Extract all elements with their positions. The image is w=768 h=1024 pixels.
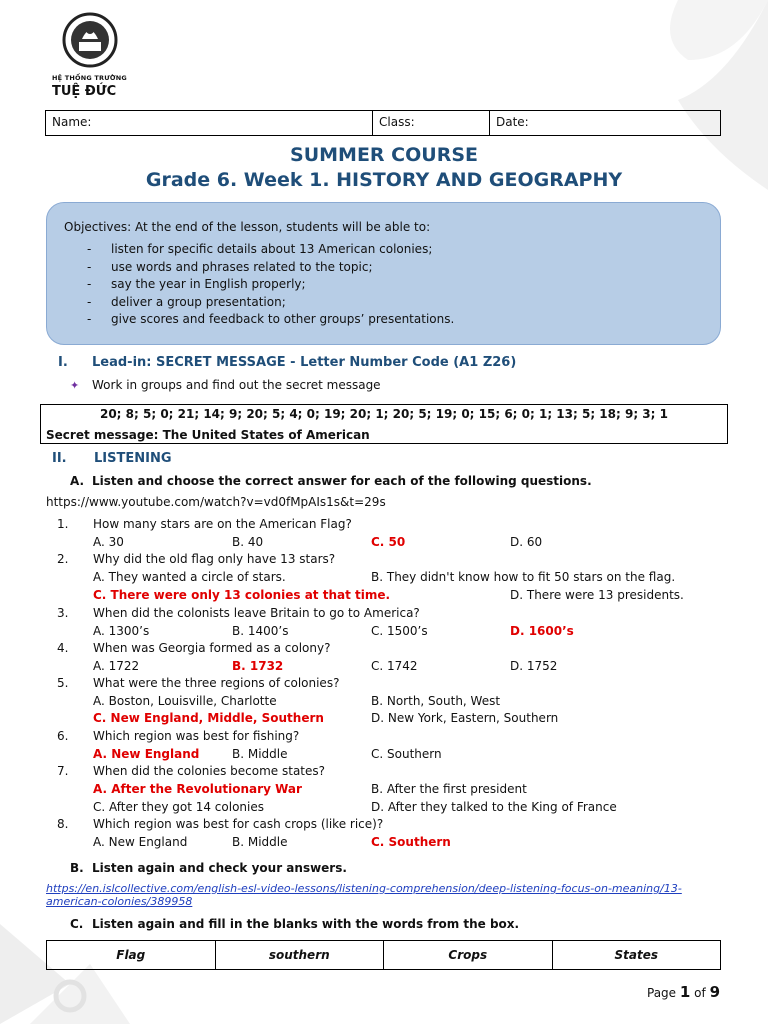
question-8: 8. Which region was best for cash crops (like rice)? bbox=[57, 817, 384, 831]
objectives-intro: Objectives: At the end of the lesson, students will be able to: bbox=[64, 220, 431, 234]
page-number: Page 1 of 9 bbox=[647, 983, 720, 1001]
q1-option-a[interactable]: A. 30 bbox=[93, 535, 124, 549]
objectives-box bbox=[46, 202, 721, 345]
q5-option-d[interactable]: D. New York, Eastern, Southern bbox=[371, 711, 559, 725]
objective-item: - say the year in English properly; bbox=[87, 277, 306, 291]
q2-option-a[interactable]: A. They wanted a circle of stars. bbox=[93, 570, 286, 584]
objective-item: - give scores and feedback to other groups’ presentations. bbox=[87, 312, 455, 326]
date-label: Date: bbox=[496, 115, 529, 129]
q4-option-d[interactable]: D. 1752 bbox=[510, 659, 558, 673]
question-3: 3. When did the colonists leave Britain to go to America? bbox=[57, 606, 420, 620]
q4-option-a[interactable]: A. 1722 bbox=[93, 659, 140, 673]
school-logo bbox=[52, 12, 152, 107]
lesson-title: Grade 6. Week 1. HISTORY AND GEOGRAPHY bbox=[145, 169, 623, 191]
question-5: 5. What were the three regions of colonies? bbox=[57, 676, 340, 690]
objective-item: - deliver a group presentation; bbox=[87, 294, 286, 309]
q2-option-d[interactable]: D. There were 13 presidents. bbox=[510, 588, 684, 602]
name-field[interactable] bbox=[46, 111, 373, 135]
secret-message: Secret message: The United States of American bbox=[46, 428, 370, 442]
word-box-item: States bbox=[614, 948, 658, 962]
word-box bbox=[46, 940, 721, 970]
number-code: 20; 8; 5; 0; 21; 14; 9; 20; 5; 4; 0; 19; 20; 1; 20; 5; 19; 0; 15; 6; 0; 1; 13; 5; 18; 9; 3; 1 bbox=[99, 407, 668, 421]
word-box-item: Crops bbox=[384, 941, 553, 969]
date-field[interactable] bbox=[490, 111, 720, 135]
q3-option-a[interactable]: A. 1300’s bbox=[93, 624, 150, 638]
q1-option-c[interactable]: C. 50 bbox=[371, 535, 406, 549]
q1-option-d[interactable]: D. 60 bbox=[510, 535, 543, 549]
class-label: Class: bbox=[379, 115, 415, 129]
q5-option-a[interactable]: A. Boston, Louisville, Charlotte bbox=[93, 694, 277, 708]
q3-option-b[interactable]: B. 1400’s bbox=[232, 624, 289, 638]
q2-option-b[interactable]: B. They didn't know how to fit 50 stars on the flag. bbox=[371, 570, 676, 584]
task-c-instruction: C. Listen again and fill in the blanks with the words from the box. bbox=[70, 917, 520, 931]
q4-option-c[interactable]: C. 1742 bbox=[371, 659, 418, 673]
youtube-link[interactable]: https://www.youtube.com/watch?v=vd0fMpAIs1s&t=29s bbox=[46, 495, 386, 509]
question-7: 7. When did the colonies become states? bbox=[57, 764, 326, 778]
q8-option-a[interactable]: A. New England bbox=[93, 835, 188, 849]
q7-option-d[interactable]: D. After they talked to the King of France bbox=[371, 800, 617, 814]
logo-title: TUỆ ĐỨC bbox=[52, 84, 117, 99]
class-field[interactable] bbox=[373, 111, 490, 135]
diamond-bullet-icon: ✦ bbox=[70, 379, 80, 392]
objective-item: - use words and phrases related to the topic; bbox=[87, 259, 373, 274]
section-2-heading: II. LISTENING bbox=[52, 451, 172, 466]
word-box-item: southern bbox=[216, 941, 385, 969]
q5-option-b[interactable]: B. North, South, West bbox=[371, 694, 501, 708]
question-4: 4. When was Georgia formed as a colony? bbox=[57, 641, 331, 655]
islcollective-link[interactable]: https://en.islcollective.com/english-esl-video-lessons/listening-comprehension/deep-listening-focus-on-meaning/13-american-colonies/389958 bbox=[46, 882, 682, 908]
section-1-heading: I. Lead-in: SECRET MESSAGE - Letter Number Code (A1 Z26) bbox=[58, 355, 517, 370]
task-b-instruction: B. Listen again and check your answers. bbox=[70, 861, 347, 875]
name-label: Name: bbox=[52, 115, 92, 129]
q6-option-b[interactable]: B. Middle bbox=[232, 747, 288, 761]
q5-option-c[interactable]: C. New England, Middle, Southern bbox=[93, 711, 324, 725]
question-1: 1. How many stars are on the American Flag? bbox=[57, 517, 352, 531]
question-2: 2. Why did the old flag only have 13 stars? bbox=[57, 552, 336, 566]
q4-option-b[interactable]: B. 1732 bbox=[232, 659, 284, 673]
q7-option-b[interactable]: B. After the first president bbox=[371, 782, 527, 796]
q1-option-b[interactable]: B. 40 bbox=[232, 535, 264, 549]
school-seal-icon bbox=[62, 12, 118, 70]
q8-option-b[interactable]: B. Middle bbox=[232, 835, 288, 849]
task-a-instruction: A. Listen and choose the correct answer for each of the following questions. bbox=[70, 474, 592, 488]
q6-option-c[interactable]: C. Southern bbox=[371, 747, 442, 761]
q7-option-c[interactable]: C. After they got 14 colonies bbox=[93, 800, 264, 814]
q8-option-c[interactable]: C. Southern bbox=[371, 835, 451, 849]
question-6: 6. Which region was best for fishing? bbox=[57, 729, 300, 743]
objective-item: - listen for specific details about 13 American colonies; bbox=[87, 242, 433, 256]
logo-subtitle: HỆ THỐNG TRƯỜNG bbox=[52, 74, 127, 82]
q2-option-c[interactable]: C. There were only 13 colonies at that time. bbox=[93, 588, 391, 602]
section-1-instruction: ✦ Work in groups and find out the secret message bbox=[70, 378, 381, 392]
course-title: SUMMER COURSE bbox=[290, 144, 478, 166]
q7-option-a[interactable]: A. After the Revolutionary War bbox=[93, 782, 302, 796]
q6-option-a[interactable]: A. New England bbox=[93, 747, 200, 761]
word-box-item: Flag bbox=[47, 941, 216, 969]
objectives-list bbox=[87, 241, 454, 329]
student-info-table bbox=[45, 110, 721, 136]
q3-option-c[interactable]: C. 1500’s bbox=[371, 624, 428, 638]
secret-code-box bbox=[40, 404, 728, 444]
q3-option-d[interactable]: D. 1600’s bbox=[510, 624, 574, 638]
